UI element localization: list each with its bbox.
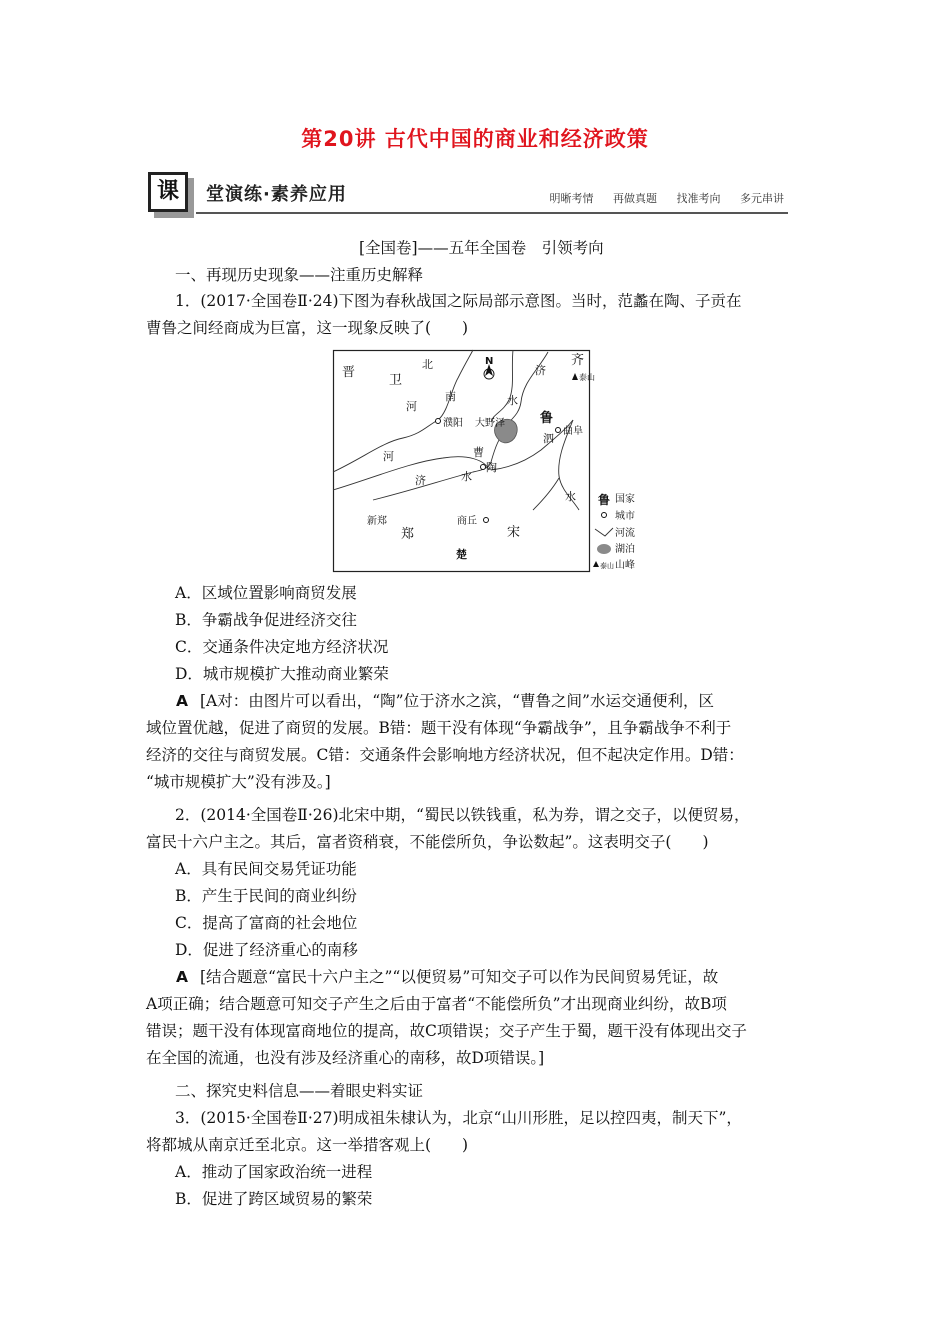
banner-main-text: 堂演练·素养应用	[206, 184, 347, 205]
q3-option-a: A．推动了国家政治统一进程	[175, 1163, 373, 1181]
q3-option-b: B．促进了跨区域贸易的繁荣	[175, 1190, 373, 1208]
q2-option-b: B．产生于民间的商业纠纷	[175, 887, 357, 905]
q2-stem-line1: 2．(2014·全国卷Ⅱ·26)北宋中期，“蜀民以铁钱重，私为券，谓之交子，以便贸易，	[175, 806, 750, 824]
label-he1: 河	[406, 400, 417, 413]
label-he2: 河	[383, 450, 394, 463]
q3-stem-line2: 将都城从南京迁至北京。这一举措客观上( )	[146, 1136, 469, 1154]
q2-option-a: A．具有民间交易凭证功能	[175, 860, 357, 878]
q1-answer: A	[176, 692, 188, 710]
q2-option-c: C．提高了富商的社会地位	[175, 914, 358, 932]
section-header: [全国卷]——五年全国卷 引领考向	[359, 239, 604, 257]
banner-tag: 找准考向	[676, 192, 721, 205]
banner-rule	[196, 212, 788, 214]
label-nan: 南	[445, 390, 456, 403]
legend-city: 城市	[615, 511, 635, 522]
label-north: N	[485, 356, 494, 367]
label-si: 泗	[543, 432, 554, 445]
label-qufu: 曲阜	[563, 426, 583, 437]
legend-lake-icon	[597, 544, 611, 554]
q3-stem-line1: 3．(2015·全国卷Ⅱ·27)明成祖朱棣认为，北京“山川形胜，足以控四夷，制天下”，	[175, 1109, 742, 1127]
q2-explain-line3: 错误；题干没有体现富商地位的提高，故C项错误；交子产生于蜀，题干没有体现出交子	[146, 1022, 747, 1040]
legend-peak: 山峰	[615, 560, 635, 571]
legend-city-icon	[602, 513, 607, 518]
section-banner	[148, 172, 788, 216]
banner-tags	[540, 190, 785, 206]
label-bei: 北	[422, 358, 433, 371]
q1-option-c: C．交通条件决定地方经济状况	[175, 638, 389, 656]
legend-river-icon	[595, 528, 613, 536]
label-shangqiu: 商丘	[457, 516, 477, 527]
q1-option-b: B．争霸战争促进经济交往	[175, 611, 357, 629]
taishan-peak-icon	[572, 373, 578, 380]
part1-heading: 一、再现历史现象——注重历史解释	[175, 266, 424, 284]
legend-country: 国家	[615, 494, 635, 505]
city-marker-puyang	[436, 419, 441, 424]
label-ji2: 济	[415, 474, 426, 487]
label-shui2: 水	[461, 470, 472, 483]
label-shui1: 水	[507, 394, 518, 407]
q1-option-a: A．区域位置影响商贸发展	[175, 584, 357, 602]
q2-option-d: D．促进了经济重心的南移	[175, 941, 358, 959]
label-shui3: 水	[565, 490, 576, 503]
banner-tag: 明晰考情	[549, 192, 594, 205]
ji-river-upper	[491, 350, 513, 422]
label-jin: 晋	[342, 365, 356, 380]
banner-ke-box: 课	[148, 172, 188, 212]
banner-tag: 再做真题	[613, 192, 657, 205]
q2-explain-line4: 在全国的流通，也没有涉及经济重心的南移，故D项错误。]	[146, 1049, 545, 1067]
label-ji1: 济	[535, 364, 546, 377]
q1-explain-line1: [A对：由图片可以看出，“陶”位于济水之滨，“曹鲁之间”水运交通便利，区	[200, 692, 714, 710]
map-frame	[334, 351, 590, 572]
si-river-lower	[533, 478, 559, 510]
label-daye: 大野泽	[475, 418, 505, 429]
label-song: 宋	[507, 525, 521, 540]
label-cao: 曹	[473, 446, 484, 459]
label-lu: 鲁	[540, 411, 554, 426]
q2-answer: A	[176, 968, 188, 986]
q2-explain-line1: [结合题意“富民十六户主之”“以便贸易”可知交子可以作为民间贸易凭证，故	[200, 968, 719, 986]
label-qi: 齐	[571, 353, 585, 368]
legend-peak-icon	[593, 561, 599, 567]
label-xinzheng: 新郑	[367, 516, 387, 527]
city-marker-tao	[481, 465, 486, 470]
label-puyang: 濮阳	[443, 418, 463, 429]
legend-peak-symbol: 泰山	[600, 562, 614, 570]
q1-explain-line3: 经济的交往与商贸发展。C错：交通条件会影响地方经济状况，但不起决定作用。D错：	[146, 746, 744, 764]
banner-tag: 多元串讲	[740, 192, 784, 205]
legend-river: 河流	[615, 528, 635, 539]
label-taishan: 泰山	[579, 373, 595, 382]
label-wei: 卫	[389, 373, 403, 388]
q1-option-d: D．城市规模扩大推动商业繁荣	[175, 665, 389, 683]
city-marker-qufu	[556, 428, 561, 433]
label-zheng: 郑	[401, 527, 415, 542]
q1-explain-line4: “城市规模扩大”没有涉及。]	[146, 773, 331, 791]
label-chu: 楚	[456, 548, 467, 561]
q1-stem-line1: 1．(2017·全国卷Ⅱ·24)下图为春秋战国之际局部示意图。当时，范蠡在陶、子贡在	[175, 292, 742, 310]
label-tao: 陶	[486, 461, 497, 474]
part2-heading: 二、探究史料信息——着眼史料实证	[175, 1082, 424, 1100]
q1-stem-line2: 曹鲁之间经商成为巨富，这一现象反映了( )	[146, 319, 469, 337]
page-title: 第20讲 古代中国的商业和经济政策	[301, 127, 649, 151]
q2-stem-line2: 富民十六户主之。其后，富者资稍衰，不能偿所负，争讼数起”。这表明交子( )	[146, 833, 709, 851]
legend-country-symbol: 鲁	[598, 493, 611, 507]
city-marker-shangqiu	[484, 518, 489, 523]
q2-explain-line2: A项正确；结合题意可知交子产生之后由于富者“不能偿所负”才出现商业纠纷，故B项	[146, 995, 727, 1013]
legend-lake: 湖泊	[615, 544, 635, 555]
spring-autumn-map	[333, 350, 635, 572]
q1-explain-line2: 域位置优越，促进了商贸的发展。B错：题干没有体现“争霸战争”，且争霸战争不利于	[146, 719, 732, 737]
